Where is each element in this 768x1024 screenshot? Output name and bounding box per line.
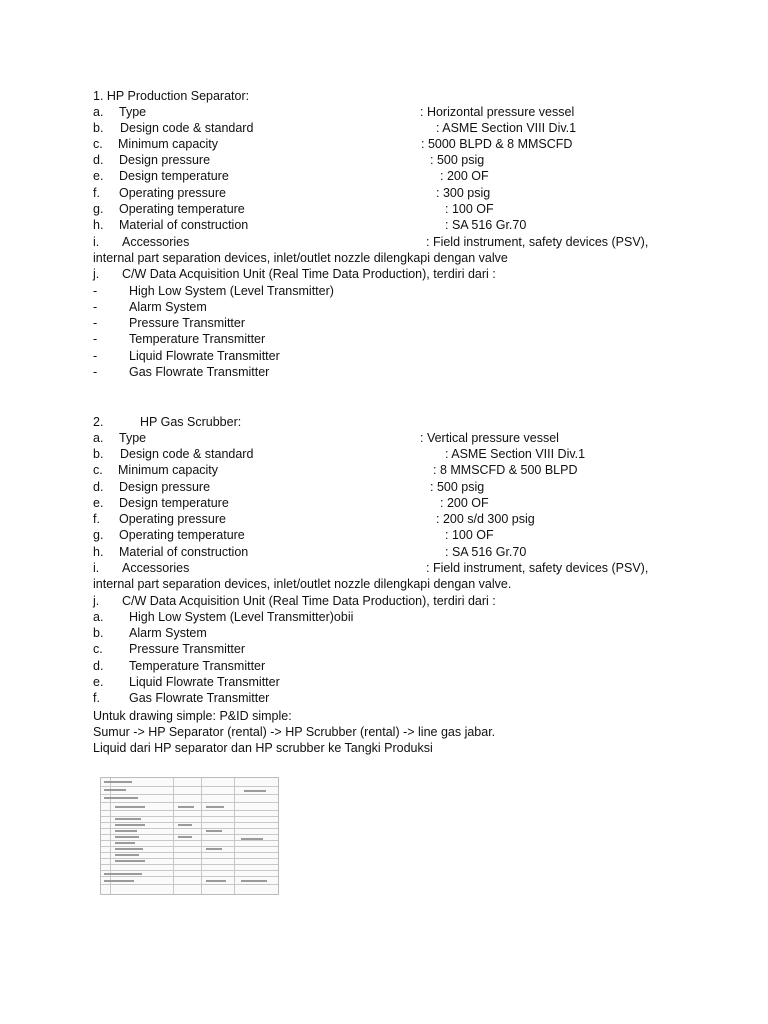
- list-bullet: -: [93, 300, 98, 314]
- spec-value: : 500 psig: [430, 480, 485, 494]
- list-item: Liquid Flowrate Transmitter: [129, 349, 280, 363]
- spec-letter: e.: [93, 169, 104, 183]
- spec-label: Design temperature: [119, 496, 229, 510]
- spec-value: : 100 OF: [445, 528, 494, 542]
- spec-letter: d.: [93, 153, 104, 167]
- section1-title: 1. HP Production Separator:: [93, 89, 250, 103]
- list-item: High Low System (Level Transmitter): [129, 284, 334, 298]
- spec-letter: a.: [93, 105, 104, 119]
- spec-letter: f.: [93, 186, 100, 200]
- list-item: Alarm System: [129, 300, 207, 314]
- accessories-continuation: internal part separation devices, inlet/outlet nozzle dilengkapi dengan valve: [93, 251, 508, 265]
- spec-label: Accessories: [122, 561, 190, 575]
- list-item: Gas Flowrate Transmitter: [129, 365, 270, 379]
- spec-value: : 500 psig: [430, 153, 485, 167]
- spec-value: : 200 OF: [440, 169, 489, 183]
- list-bullet: -: [93, 332, 98, 346]
- spec-letter: d.: [93, 480, 104, 494]
- list-item: High Low System (Level Transmitter)obii: [129, 610, 354, 624]
- list-item: Liquid Flowrate Transmitter: [129, 675, 280, 689]
- list-bullet: -: [93, 316, 98, 330]
- spec-letter: e.: [93, 496, 104, 510]
- spec-value: : Field instrument, safety devices (PSV),: [426, 561, 649, 575]
- spec-letter: g.: [93, 528, 104, 542]
- list-item: Temperature Transmitter: [129, 332, 266, 346]
- spec-letter: b.: [93, 447, 104, 461]
- spec-label: Accessories: [122, 235, 190, 249]
- section2-number: 2.: [93, 415, 104, 429]
- list-bullet: f.: [93, 691, 100, 705]
- spec-value: : 200 s/d 300 psig: [436, 512, 535, 526]
- list-item: Alarm System: [129, 626, 207, 640]
- spec-value: : 8 MMSCFD & 500 BLPD: [433, 463, 578, 477]
- accessories-continuation: internal part separation devices, inlet/outlet nozzle dilengkapi dengan valve.: [93, 577, 512, 591]
- spec-value: : SA 516 Gr.70: [445, 545, 527, 559]
- spec-label: Minimum capacity: [118, 463, 219, 477]
- note-line: Untuk drawing simple: P&ID simple:: [93, 709, 292, 723]
- spec-label: Operating temperature: [119, 202, 245, 216]
- daq-text: C/W Data Acquisition Unit (Real Time Data Production), terdiri dari :: [122, 594, 496, 608]
- list-bullet: -: [93, 349, 98, 363]
- list-bullet: a.: [93, 610, 104, 624]
- spec-label: Operating temperature: [119, 528, 245, 542]
- spec-label: Type: [119, 105, 147, 119]
- spec-letter: a.: [93, 431, 104, 445]
- spec-letter: i.: [93, 561, 100, 575]
- spec-letter: c.: [93, 463, 103, 477]
- spec-label: Design pressure: [119, 153, 211, 167]
- list-bullet: -: [93, 284, 98, 298]
- spec-value: : Field instrument, safety devices (PSV),: [426, 235, 649, 249]
- list-bullet: c.: [93, 642, 103, 656]
- spec-letter: i.: [93, 235, 100, 249]
- daq-letter: j.: [93, 594, 100, 608]
- spec-letter: c.: [93, 137, 103, 151]
- note-line: Sumur -> HP Separator (rental) -> HP Scrubber (rental) -> line gas jabar.: [93, 725, 496, 739]
- section2-title: HP Gas Scrubber:: [140, 415, 242, 429]
- spec-value: : ASME Section VIII Div.1: [445, 447, 586, 461]
- spec-label: Design temperature: [119, 169, 229, 183]
- list-item: Pressure Transmitter: [129, 642, 246, 656]
- list-bullet: -: [93, 365, 98, 379]
- spec-value: : Horizontal pressure vessel: [420, 105, 575, 119]
- spec-label: Design code & standard: [120, 447, 254, 461]
- spec-label: Design pressure: [119, 480, 211, 494]
- spec-letter: h.: [93, 545, 104, 559]
- spec-label: Operating pressure: [119, 512, 227, 526]
- spec-label: Minimum capacity: [118, 137, 219, 151]
- spec-value: : 300 psig: [436, 186, 491, 200]
- spec-value: : 5000 BLPD & 8 MMSCFD: [421, 137, 573, 151]
- list-item: Temperature Transmitter: [129, 659, 266, 673]
- daq-letter: j.: [93, 267, 100, 281]
- list-bullet: e.: [93, 675, 104, 689]
- spec-value: : Vertical pressure vessel: [420, 431, 559, 445]
- list-item: Gas Flowrate Transmitter: [129, 691, 270, 705]
- spec-label: Material of construction: [119, 545, 249, 559]
- spec-value: : 200 OF: [440, 496, 489, 510]
- spec-label: Material of construction: [119, 218, 249, 232]
- spec-letter: f.: [93, 512, 100, 526]
- note-line: Liquid dari HP separator dan HP scrubber ke Tangki Produksi: [93, 741, 433, 755]
- list-bullet: b.: [93, 626, 104, 640]
- list-bullet: d.: [93, 659, 104, 673]
- list-item: Pressure Transmitter: [129, 316, 246, 330]
- spec-label: Type: [119, 431, 147, 445]
- gas-composition-table-image: [100, 777, 279, 895]
- spec-value: : SA 516 Gr.70: [445, 218, 527, 232]
- spec-letter: g.: [93, 202, 104, 216]
- spec-label: Design code & standard: [120, 121, 254, 135]
- spec-letter: h.: [93, 218, 104, 232]
- spec-value: : 100 OF: [445, 202, 494, 216]
- spec-letter: b.: [93, 121, 104, 135]
- spec-value: : ASME Section VIII Div.1: [436, 121, 577, 135]
- daq-text: C/W Data Acquisition Unit (Real Time Data Production), terdiri dari :: [122, 267, 496, 281]
- spec-label: Operating pressure: [119, 186, 227, 200]
